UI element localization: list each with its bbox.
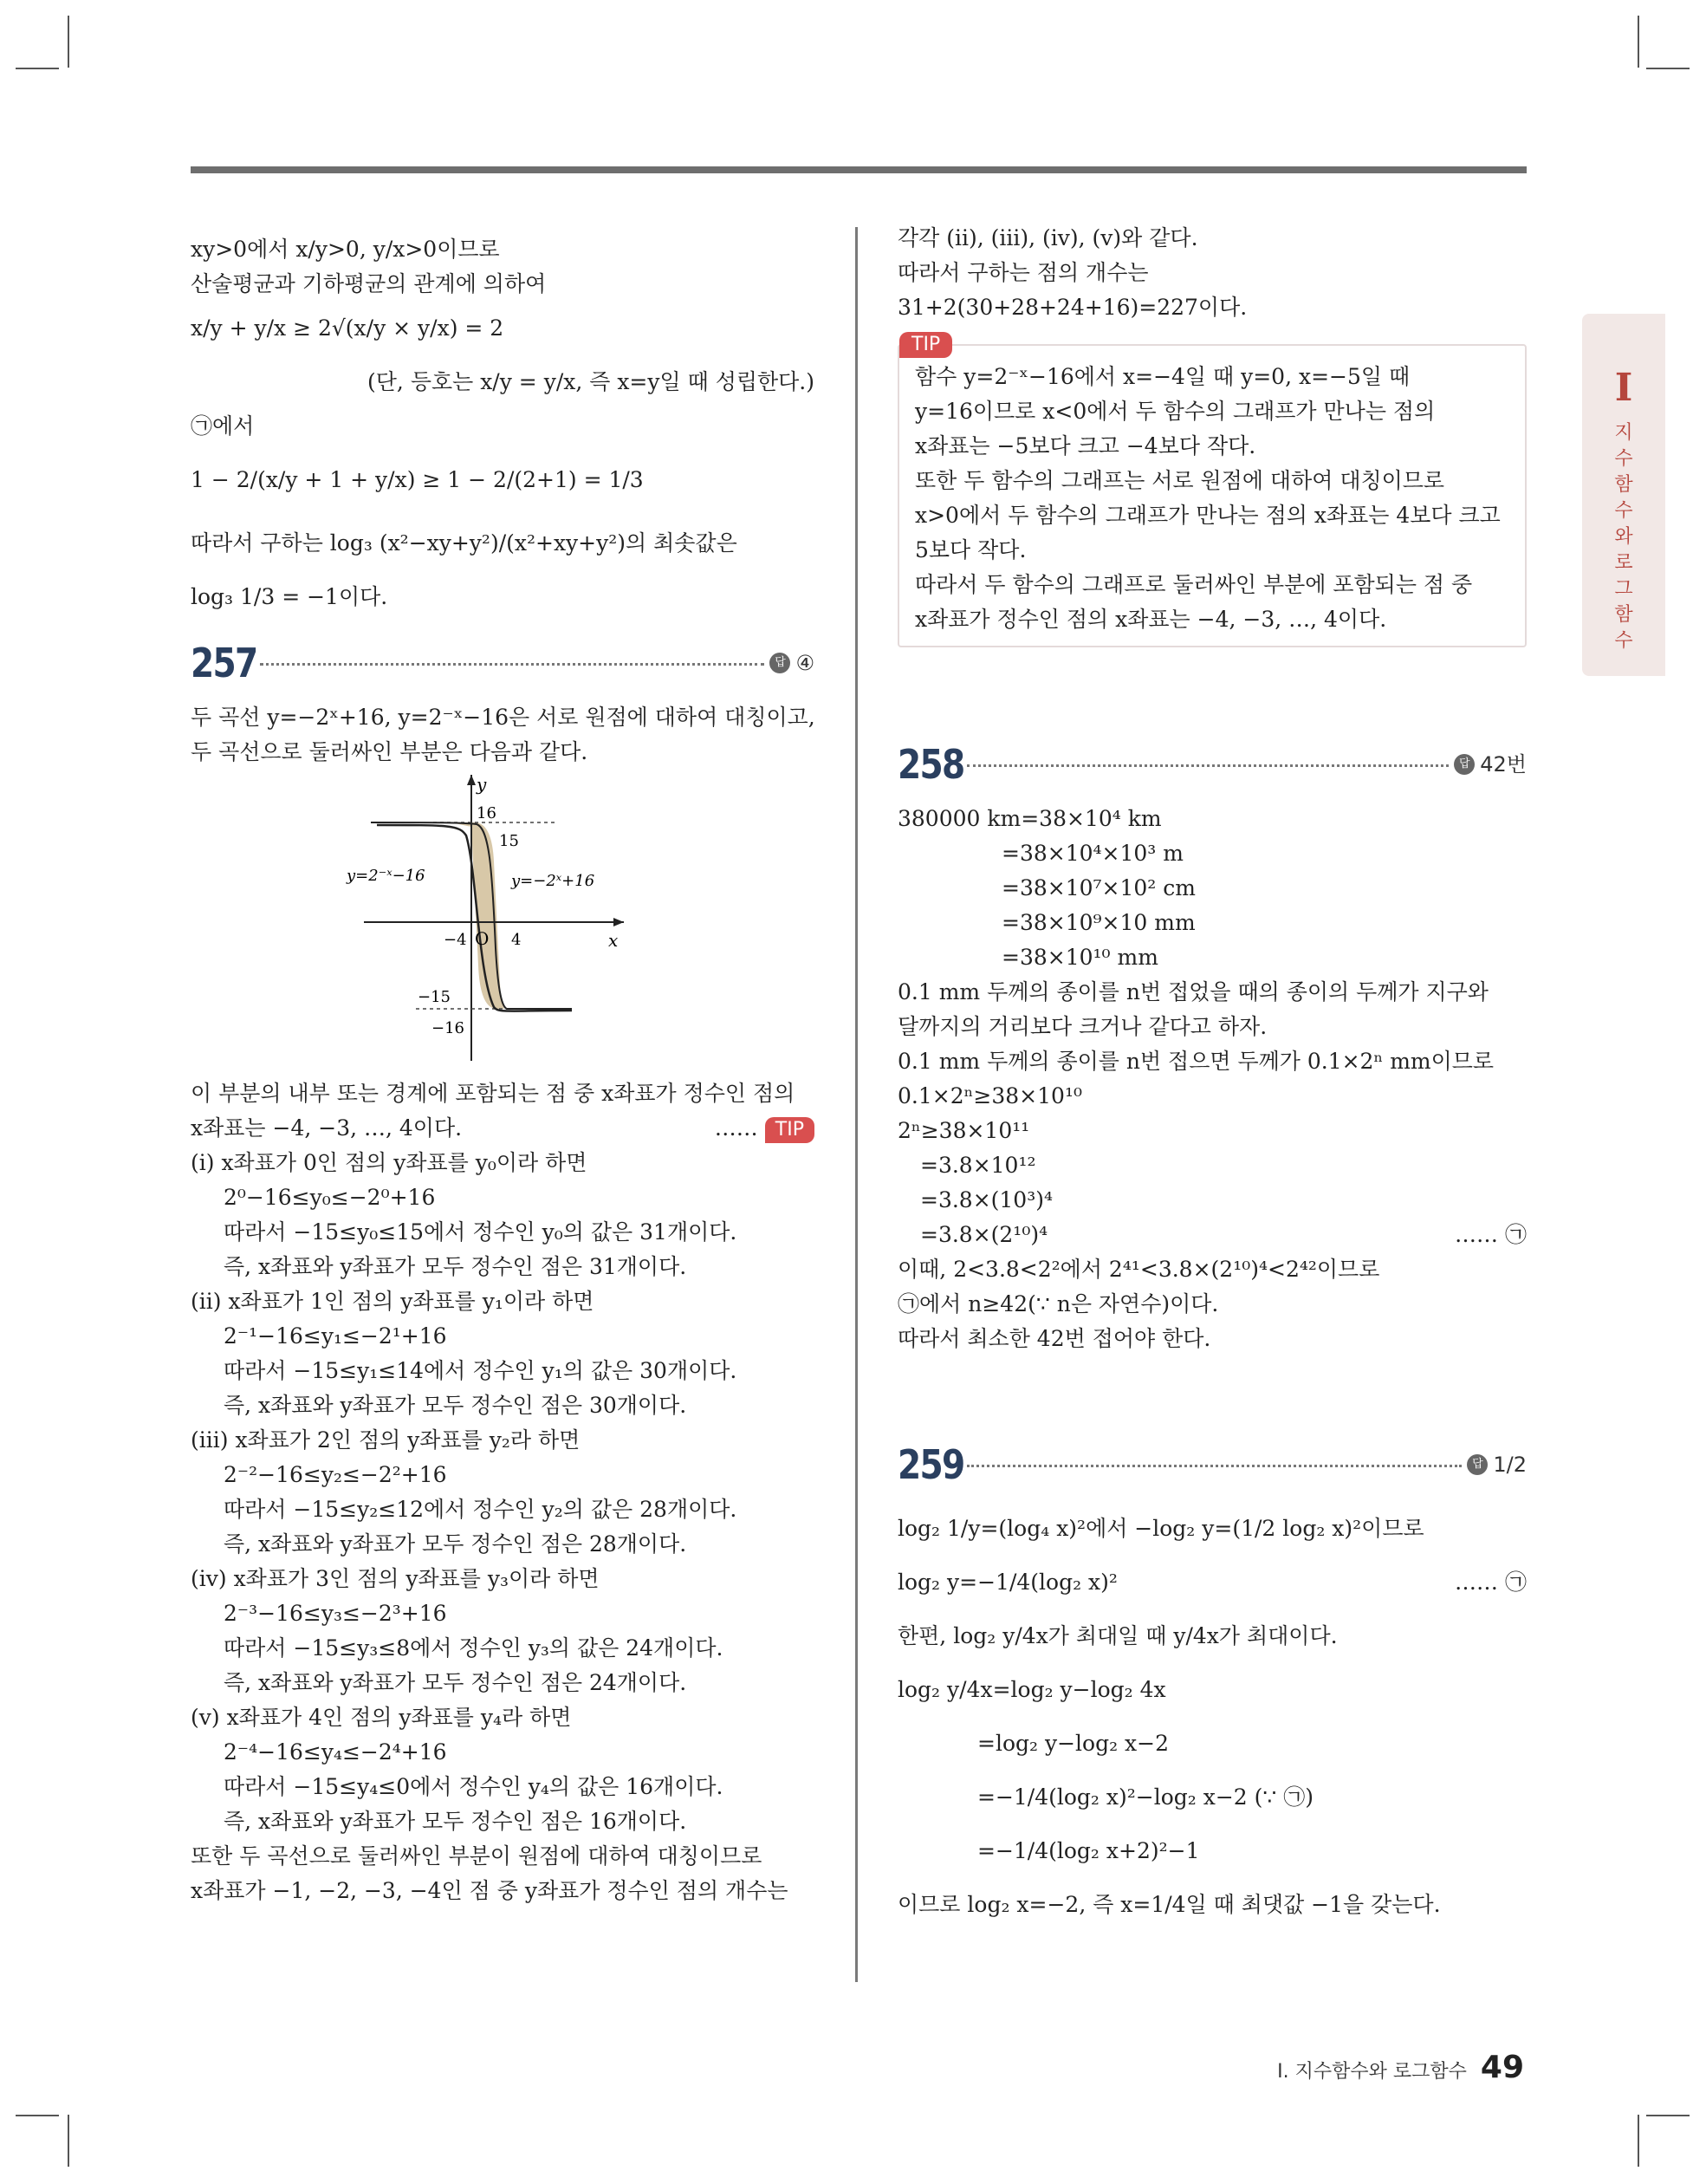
answer-value: ④	[795, 651, 814, 675]
math-line: 0.1×2ⁿ≥38×10¹⁰	[898, 1083, 1082, 1108]
case-block	[191, 1423, 814, 1562]
tick-label: 16	[477, 804, 496, 822]
case-line: 따라서 −15≤y₀≤15에서 정수인 y₀의 값은 31개이다.	[224, 1219, 737, 1245]
text-line: 0.1 mm 두께의 종이를 n번 접으면 두께가 0.1×2ⁿ mm이므로	[898, 1049, 1495, 1074]
case-head: (i) x좌표가 0인 점의 y좌표를 y₀이라 하면	[191, 1150, 587, 1175]
math-span: =3.8×(2¹⁰)⁴	[920, 1222, 1048, 1247]
chapter-roman: I	[1614, 366, 1633, 410]
text-line: 각각 (ii), (iii), (iv), (v)와 같다.	[898, 225, 1198, 250]
problem-header-257	[191, 633, 814, 693]
math-line: =3.8×(10³)⁴	[920, 1187, 1054, 1212]
leader-dots	[967, 763, 1449, 767]
case-line: 따라서 −15≤y₂≤12에서 정수인 y₂의 값은 28개이다.	[224, 1497, 737, 1522]
tick-label: −16	[431, 1019, 464, 1037]
case-line: 2⁻⁴−16≤y₄≤−2⁴+16	[224, 1739, 447, 1765]
case-head: (iii) x좌표가 2인 점의 y좌표를 y₂라 하면	[191, 1427, 581, 1453]
page-footer	[1277, 2050, 1524, 2085]
text-line: 따라서 최소한 42번 접어야 한다.	[898, 1326, 1211, 1351]
case-head: (iv) x좌표가 3인 점의 y좌표를 y₃이라 하면	[191, 1566, 600, 1591]
leader-dots	[967, 1463, 1462, 1467]
graph-figure	[347, 774, 624, 1061]
tip-label: TIP	[899, 332, 952, 358]
tip-line: 또한 두 함수의 그래프는 서로 원점에 대하여 대칭이므로	[915, 468, 1445, 493]
text-line: ㉠에서 n≥42(∵ n은 자연수)이다.	[898, 1291, 1219, 1316]
math-line	[898, 1218, 1527, 1252]
math-line: log₃ 1/3 = −1이다.	[191, 584, 388, 609]
tip-line: x좌표가 정수인 점의 x좌표는 −4, −3, …, 4이다.	[915, 607, 1387, 632]
text-line: 이므로 log₂ x=−2, 즉 x=1/4일 때 최댓값 −1을 갖는다.	[898, 1892, 1441, 1917]
case-line: 즉, x좌표와 y좌표가 모두 정수인 점은 28개이다.	[224, 1531, 687, 1557]
case-line: 따라서 −15≤y₄≤0에서 정수인 y₄의 값은 16개이다.	[224, 1774, 723, 1799]
problem-number: 259	[898, 1441, 964, 1488]
crop-mark	[16, 2115, 59, 2116]
tip-line: 5보다 작다.	[915, 537, 1027, 562]
answer	[1467, 1447, 1527, 1482]
leader-dots-text: ……	[714, 1115, 758, 1141]
ref-mark: …… ㉠	[1455, 1222, 1527, 1247]
answer-value: 1/2	[1493, 1453, 1527, 1477]
case-line: 즉, x좌표와 y좌표가 모두 정수인 점은 16개이다.	[224, 1809, 687, 1834]
math-line: log₂ 1/y=(log₄ x)²에서 −log₂ y=(1/2 log₂ x)²이므로	[898, 1516, 1424, 1541]
math-span: log₂ y=−1/4(log₂ x)²	[898, 1570, 1118, 1595]
crop-mark	[1638, 16, 1639, 68]
text-line: 한편, log₂ y/4x가 최대일 때 y/4x가 최대이다.	[898, 1623, 1338, 1648]
text-line: 이때, 2<3.8<2²에서 2⁴¹<3.8×(2¹⁰)⁴<2⁴²이므로	[898, 1257, 1380, 1282]
text-line: 두 곡선 y=−2ˣ+16, y=2⁻ˣ−16은 서로 원점에 대하여 대칭이고,	[191, 705, 815, 730]
answer	[769, 646, 814, 680]
case-block	[191, 1562, 814, 1700]
tick-label: −15	[418, 988, 451, 1006]
text-span: x좌표는 −4, −3, …, 4이다.	[191, 1115, 463, 1141]
math-line: =3.8×10¹²	[920, 1153, 1036, 1178]
chapter-side-tab	[1582, 314, 1665, 676]
tip-line: x좌표는 −5보다 크고 −4보다 작다.	[915, 433, 1256, 458]
chapter-title: 지수함수와 로그함수	[1614, 422, 1633, 652]
spacer	[898, 1356, 1527, 1426]
case-line: 따라서 −15≤y₃≤8에서 정수인 y₃의 값은 24개이다.	[224, 1635, 723, 1661]
tip-line: x>0에서 두 함수의 그래프가 만나는 점의 x좌표는 4보다 크고	[915, 503, 1501, 528]
crop-mark	[68, 16, 69, 68]
answer-icon: 답	[769, 653, 790, 673]
text-line: x좌표가 −1, −2, −3, −4인 점 중 y좌표가 정수인 점의 개수는	[191, 1878, 788, 1903]
crop-mark	[1646, 2115, 1690, 2116]
answer-icon: 답	[1467, 1454, 1488, 1475]
math-line: =38×10⁷×10² cm	[1002, 875, 1196, 900]
math-line: 따라서 구하는 log₃ (x²−xy+y²)/(x²+xy+y²)의 최솟값은	[191, 530, 737, 556]
math-line: =log₂ y−log₂ x−2	[977, 1731, 1170, 1756]
case-line: 2⁻²−16≤y₂≤−2²+16	[224, 1462, 447, 1487]
right-column	[898, 221, 1527, 1932]
math-line: x/y + y/x ≥ 2√(x/y × y/x) = 2	[191, 315, 504, 341]
case-line: 즉, x좌표와 y좌표가 모두 정수인 점은 31개이다.	[224, 1254, 687, 1279]
case-head: (ii) x좌표가 1인 점의 y좌표를 y₁이라 하면	[191, 1289, 594, 1314]
text-line: 산술평균과 기하평균의 관계에 의하여	[191, 271, 547, 296]
tick-label: 15	[499, 832, 519, 850]
text-line: xy>0에서 x/y>0, y/x>0이므로	[191, 237, 500, 262]
text-line	[191, 1111, 814, 1146]
case-line: 2⁰−16≤y₀≤−2⁰+16	[224, 1185, 436, 1210]
text-line: ㉠에서	[191, 413, 255, 439]
tick-label: 4	[511, 931, 522, 949]
tip-tag: TIP	[765, 1117, 814, 1143]
x-axis-label: x	[608, 930, 619, 951]
answer-icon: 답	[1454, 754, 1475, 775]
tip-line: 함수 y=2⁻ˣ−16에서 x=−4일 때 y=0, x=−5일 때	[915, 364, 1411, 389]
case-block	[191, 1700, 814, 1839]
case-line: 따라서 −15≤y₁≤14에서 정수인 y₁의 값은 30개이다.	[224, 1358, 737, 1383]
text-line: 31+2(30+28+24+16)=227이다.	[898, 295, 1248, 320]
problem-number: 258	[898, 741, 964, 788]
text-line: 두 곡선으로 둘러싸인 부분은 다음과 같다.	[191, 739, 588, 764]
column-divider	[855, 227, 858, 1982]
crop-mark	[16, 68, 59, 69]
math-line: (단, 등호는 x/y = y/x, 즉 x=y일 때 성립한다.)	[367, 369, 814, 394]
case-line: 2⁻³−16≤y₃≤−2³+16	[224, 1601, 447, 1626]
math-line: =−1/4(log₂ x+2)²−1	[977, 1838, 1200, 1863]
curve-label: y=2⁻ˣ−16	[347, 867, 425, 885]
math-line: 380000 km=38×10⁴ km	[898, 806, 1162, 831]
case-line: 2⁻¹−16≤y₁≤−2¹+16	[224, 1323, 447, 1349]
math-line: =−1/4(log₂ x)²−log₂ x−2 (∵ ㉠)	[977, 1784, 1314, 1810]
case-block	[191, 1284, 814, 1423]
case-block	[191, 1146, 814, 1284]
math-line: =38×10⁴×10³ m	[1002, 841, 1184, 866]
case-head: (v) x좌표가 4인 점의 y좌표를 y₄라 하면	[191, 1705, 572, 1730]
problem-header-258	[898, 734, 1527, 795]
text-line: 0.1 mm 두께의 종이를 n번 접었을 때의 종이의 두께가 지구와	[898, 979, 1489, 1004]
header-rule	[191, 166, 1527, 173]
text-line: 이 부분의 내부 또는 경계에 포함되는 점 중 x좌표가 정수인 점의	[191, 1081, 795, 1106]
left-column	[191, 232, 814, 1908]
answer	[1454, 747, 1527, 782]
math-line: =38×10⁹×10 mm	[1002, 910, 1196, 935]
tick-label: −4	[444, 931, 467, 949]
math-line: 1 − 2/(x/y + 1 + y/x) ≥ 1 − 2/(2+1) = 1/3	[191, 467, 644, 492]
case-line: 즉, x좌표와 y좌표가 모두 정수인 점은 30개이다.	[224, 1393, 687, 1418]
math-line: 2ⁿ≥38×10¹¹	[898, 1118, 1030, 1143]
curve-label: y=−2ˣ+16	[511, 872, 595, 890]
crop-mark	[68, 2115, 69, 2167]
tip-ref	[715, 1111, 814, 1146]
y-axis-label: y	[477, 774, 487, 795]
crop-mark	[1646, 68, 1690, 69]
page-number: 49	[1480, 2050, 1524, 2085]
math-line: log₂ y/4x=log₂ y−log₂ 4x	[898, 1677, 1166, 1702]
answer-value: 42번	[1480, 752, 1527, 777]
text-line: 달까지의 거리보다 크거나 같다고 하자.	[898, 1014, 1268, 1039]
footer-section: Ⅰ. 지수함수와 로그함수	[1277, 2061, 1467, 2083]
problem-number: 257	[191, 640, 257, 686]
origin-label: O	[475, 928, 490, 949]
leader-dots	[260, 661, 764, 666]
ref-mark: …… ㉠	[1455, 1570, 1527, 1595]
math-line	[898, 1556, 1527, 1609]
math-line: =38×10¹⁰ mm	[1002, 945, 1158, 970]
tip-line: 따라서 두 함수의 그래프로 둘러싸인 부분에 포함되는 점 중	[915, 572, 1473, 597]
case-line: 즉, x좌표와 y좌표가 모두 정수인 점은 24개이다.	[224, 1670, 687, 1695]
text-line: 또한 두 곡선으로 둘러싸인 부분이 원점에 대하여 대칭이므로	[191, 1843, 762, 1869]
problem-header-259	[898, 1434, 1527, 1495]
tip-box	[898, 334, 1527, 647]
tip-line: y=16이므로 x<0에서 두 함수의 그래프가 만나는 점의	[915, 399, 1436, 424]
text-line: 따라서 구하는 점의 개수는	[898, 260, 1149, 285]
spacer	[898, 647, 1527, 725]
crop-mark	[1638, 2115, 1639, 2167]
